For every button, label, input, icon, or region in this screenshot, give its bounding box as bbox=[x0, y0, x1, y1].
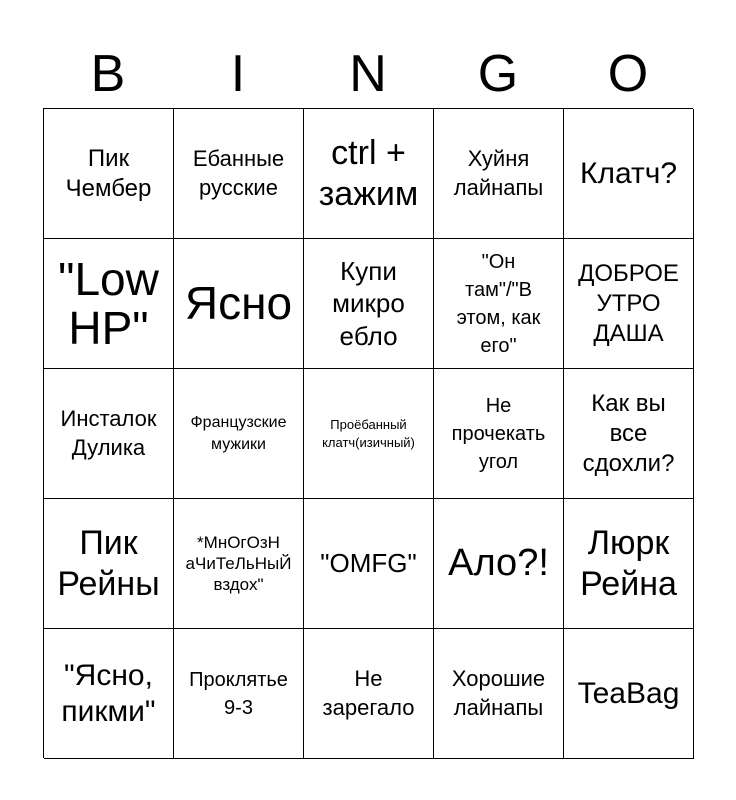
bingo-cell[interactable] bbox=[304, 109, 434, 239]
cell-text: Проёбанный клатч(изичный) bbox=[322, 416, 415, 450]
cell-text: Ебанные русские bbox=[192, 145, 285, 200]
bingo-cell[interactable] bbox=[44, 369, 174, 499]
bingo-cell[interactable] bbox=[304, 499, 434, 629]
cell-text: ctrl + зажим bbox=[318, 133, 419, 213]
cell-text: Пик Рейны bbox=[57, 523, 160, 603]
cell-text: Инсталок Дулика bbox=[60, 405, 157, 460]
cell-text: Ало?! bbox=[448, 541, 549, 584]
cell-text: "Low HP" bbox=[58, 253, 159, 354]
bingo-cell[interactable] bbox=[304, 239, 434, 369]
bingo-cell[interactable] bbox=[564, 109, 694, 239]
bingo-cell[interactable] bbox=[174, 369, 304, 499]
bingo-cell[interactable] bbox=[44, 109, 174, 239]
header-letter-n: N bbox=[349, 45, 387, 103]
cell-text: *МнОгОзН аЧиТеЛьНыЙ вздох" bbox=[185, 532, 292, 595]
header-letter-o: O bbox=[607, 45, 649, 103]
bingo-cell[interactable] bbox=[434, 109, 564, 239]
cell-text: ДОБРОЕ УТРО ДАША bbox=[578, 259, 679, 347]
bingo-header bbox=[43, 40, 693, 108]
cell-text: "OMFG" bbox=[320, 548, 417, 579]
header-letter-b: B bbox=[90, 45, 126, 103]
cell-text: Клатч? bbox=[579, 156, 678, 190]
bingo-cell[interactable] bbox=[304, 629, 434, 759]
cell-text: Не прочекать угол bbox=[451, 394, 546, 473]
cell-text: "Он там"/"В этом, как его" bbox=[456, 250, 541, 357]
cell-text: TeaBag bbox=[577, 676, 680, 710]
cell-text: "Ясно, пикми" bbox=[61, 659, 156, 728]
bingo-cell[interactable] bbox=[564, 499, 694, 629]
bingo-cell[interactable] bbox=[44, 629, 174, 759]
bingo-cell[interactable] bbox=[434, 629, 564, 759]
bingo-cell[interactable] bbox=[44, 499, 174, 629]
cell-text: Хорошие лайнапы bbox=[451, 665, 546, 720]
bingo-cell[interactable] bbox=[434, 369, 564, 499]
bingo-cell[interactable] bbox=[174, 629, 304, 759]
bingo-cell[interactable] bbox=[564, 369, 694, 499]
bingo-cell[interactable] bbox=[304, 369, 434, 499]
bingo-cell[interactable] bbox=[434, 499, 564, 629]
bingo-cell[interactable] bbox=[434, 239, 564, 369]
header-letter-i: I bbox=[230, 45, 246, 103]
bingo-cell[interactable] bbox=[174, 109, 304, 239]
cell-text: Хуйня лайнапы bbox=[453, 145, 544, 200]
header-letter-g: G bbox=[477, 45, 519, 103]
cell-text: Не зарегало bbox=[322, 665, 415, 720]
bingo-cell[interactable] bbox=[174, 239, 304, 369]
bingo-cell[interactable] bbox=[174, 499, 304, 629]
cell-text: Купи микро eбло bbox=[332, 255, 405, 351]
cell-text: Пик Чембер bbox=[65, 144, 152, 202]
bingo-cell[interactable] bbox=[564, 629, 694, 759]
bingo-cell[interactable] bbox=[564, 239, 694, 369]
bingo-board bbox=[43, 108, 693, 758]
cell-text: Проклятье 9-3 bbox=[189, 668, 288, 719]
bingo-cell[interactable] bbox=[44, 239, 174, 369]
cell-text: Французские мужики bbox=[190, 413, 287, 453]
cell-text: Как вы все сдохли? bbox=[582, 389, 675, 477]
cell-text: Люрк Рейна bbox=[580, 523, 677, 603]
cell-text: Ясно bbox=[184, 277, 293, 330]
